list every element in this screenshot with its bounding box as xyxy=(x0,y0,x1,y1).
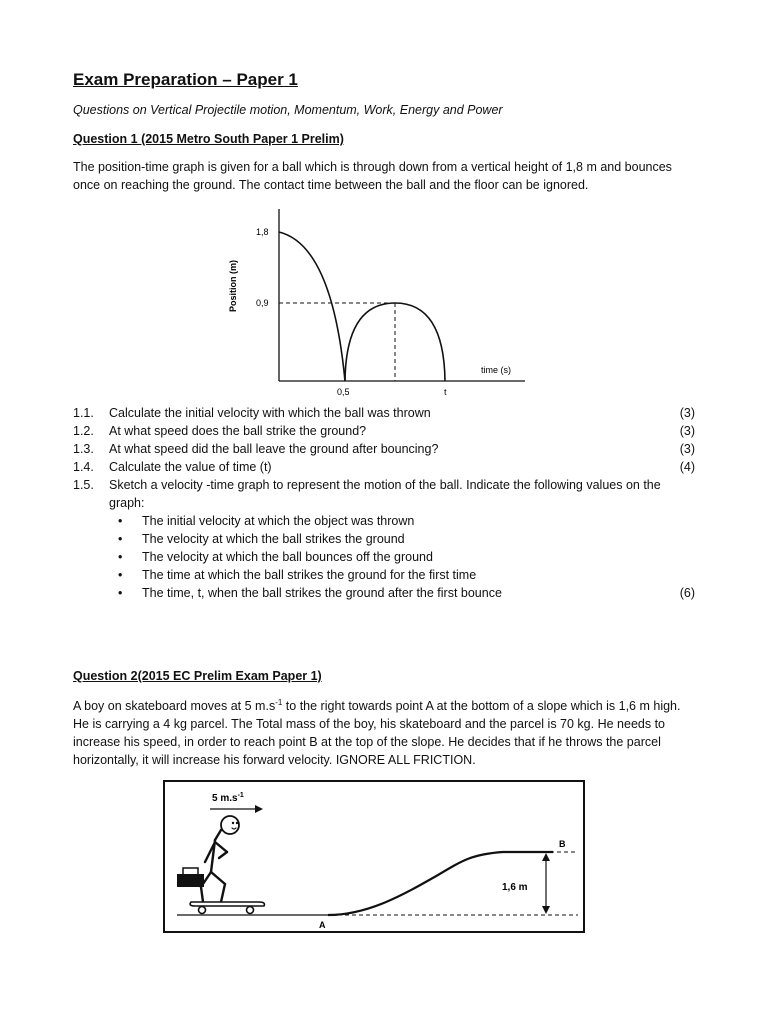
list-item xyxy=(118,566,695,584)
point-b-label: B xyxy=(559,839,566,849)
item-text: Sketch a velocity -time graph to represent the motion of the ball. Indicate the following values on the graph: xyxy=(109,478,661,510)
x-axis-label: time (s) xyxy=(481,365,511,375)
item-marks: (4) xyxy=(679,460,695,474)
item-marks: (3) xyxy=(679,424,695,438)
sketch-requirements-list xyxy=(73,512,695,602)
x-tick-label: t xyxy=(444,387,447,397)
question-2-heading: Question 2(2015 EC Prelim Exam Paper 1) xyxy=(73,669,322,683)
intro-text: A boy on skateboard moves at 5 m.s xyxy=(73,699,276,714)
point-a-label: A xyxy=(319,920,326,930)
question-1-intro: The position-time graph is given for a ball which is through down from a vertical height of 1,8 m and bounces once on reaching the ground. The contact time between the ball and the floor can be ignored. xyxy=(73,160,672,192)
height-label: 1,6 m xyxy=(502,882,528,893)
bullet-icon: • xyxy=(118,568,123,582)
parcel-handle-icon xyxy=(183,868,198,874)
bullet-icon: • xyxy=(118,586,123,600)
skateboard-slope-figure xyxy=(163,780,585,933)
bullet-icon: • xyxy=(118,514,123,528)
question-item xyxy=(73,458,695,476)
question-item xyxy=(73,404,695,422)
position-time-graph xyxy=(222,205,532,400)
question-2-intro xyxy=(73,694,695,769)
intro-superscript: -1 xyxy=(275,698,283,707)
item-number: 1.3. xyxy=(73,442,94,456)
bullet-text: The time, t, when the ball strikes the ground after the first bounce xyxy=(142,586,502,600)
question-item xyxy=(73,422,695,440)
item-number: 1.5. xyxy=(73,478,94,492)
item-marks: (6) xyxy=(679,586,695,600)
descent-curve xyxy=(279,232,345,381)
page-title: Exam Preparation – Paper 1 xyxy=(73,70,298,89)
bullet-text: The velocity at which the ball strikes the ground xyxy=(142,532,405,546)
question-item xyxy=(73,440,695,458)
arrow-head-icon xyxy=(255,805,263,813)
bullet-text: The initial velocity at which the object was thrown xyxy=(142,514,415,528)
item-number: 1.2. xyxy=(73,424,94,438)
y-tick-label: 1,8 xyxy=(256,227,269,237)
x-tick-label: 0,5 xyxy=(337,387,350,397)
bullet-icon: • xyxy=(118,550,123,564)
arrow-up-icon xyxy=(542,853,550,861)
item-text: At what speed does the ball strike the ground? xyxy=(109,424,367,438)
list-item xyxy=(118,584,695,602)
velocity-label: 5 $m.s^{-1}$ xyxy=(212,792,244,804)
list-item xyxy=(118,530,695,548)
bullet-text: The time at which the ball strikes the ground for the first time xyxy=(142,568,477,582)
item-marks: (3) xyxy=(679,406,695,420)
boy-on-skateboard-icon xyxy=(190,816,264,914)
y-axis-label: Position (m) xyxy=(228,260,238,312)
list-item xyxy=(118,548,695,566)
arrow-down-icon xyxy=(542,906,550,914)
question-item xyxy=(73,476,695,512)
y-tick-label: 0,9 xyxy=(256,298,269,308)
item-text: Calculate the initial velocity with which the ball was thrown xyxy=(109,406,431,420)
item-marks: (3) xyxy=(679,442,695,456)
parcel-icon xyxy=(177,874,204,887)
bullet-icon: • xyxy=(118,532,123,546)
item-number: 1.1. xyxy=(73,406,94,420)
page-subtitle: Questions on Vertical Projectile motion, Momentum, Work, Energy and Power xyxy=(73,103,503,117)
bullet-text: The velocity at which the ball bounces off the ground xyxy=(142,550,433,564)
question-1-heading: Question 1 (2015 Metro South Paper 1 Prelim) xyxy=(73,132,344,146)
intro-text-continued: to the right towards point A at the bottom of a slope which is 1,6 m high. He is carrying a 4 kg parcel. The Total mass of the boy, his skateboard and the parcel is 70 kg. He needs to increase his speed, in order to reach point B at the top of the slope. He decides that if he throws the parcel horizontally, it will increase his forward velocity. IGNORE ALL FRICTION. xyxy=(73,699,681,768)
question-1-items xyxy=(73,404,695,602)
item-number: 1.4. xyxy=(73,460,94,474)
list-item xyxy=(118,512,695,530)
item-text: Calculate the value of time (t) xyxy=(109,460,272,474)
item-text: At what speed did the ball leave the ground after bouncing? xyxy=(109,442,439,456)
